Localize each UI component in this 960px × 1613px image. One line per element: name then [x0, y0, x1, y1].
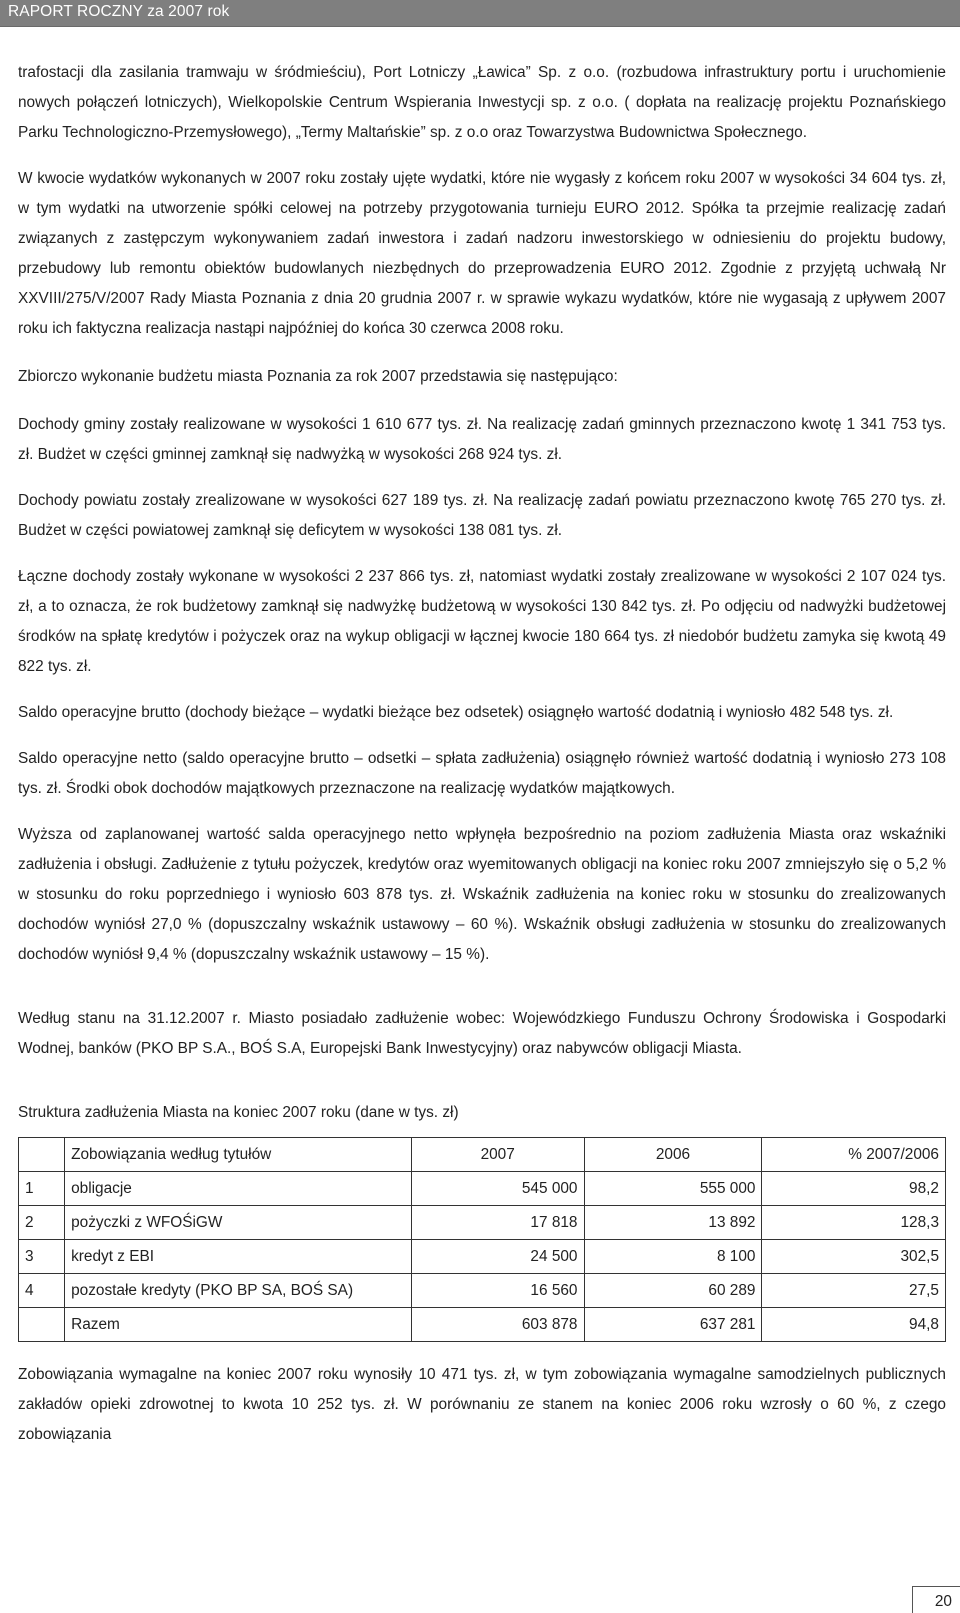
row-number — [19, 1308, 65, 1342]
header-cell-2007: 2007 — [411, 1138, 584, 1172]
debt-structure-table — [18, 1137, 946, 1342]
row-number: 2 — [19, 1206, 65, 1240]
row-title: Razem — [65, 1308, 412, 1342]
page-corner-rule-vertical — [912, 1586, 913, 1613]
row-percent: 302,5 — [762, 1240, 946, 1274]
table-header-row — [19, 1138, 946, 1172]
paragraph-overdue-liabilities: Zobowiązania wymagalne na koniec 2007 roku wynosiły 10 471 tys. zł, w tym zobowiązania wymagalne samodzielnych publicznych zakładów opieki zdrowotnej to kwota 10 252 tys. zł. W porównaniu ze stanem na koniec 2006 roku wzrosły o 60 %, z czego zobowiązania — [18, 1366, 946, 1443]
row-value-2007: 24 500 — [411, 1240, 584, 1274]
table-total-row — [19, 1308, 946, 1342]
row-value-2007: 16 560 — [411, 1274, 584, 1308]
row-title: kredyt z EBI — [65, 1240, 412, 1274]
paragraph-municipal-companies: trafostacji dla zasilania tramwaju w śródmieściu), Port Lotniczy „Ławica” Sp. z o.o. (rozbudowa infrastruktury portu i uruchomienie nowych połączeń lotniczych), Wielkopolskie Centrum Wspierania Inwestycji sp. z o.o. ( dopłata na realizację projektu Poznańskiego Parku Technologiczno-Przemysłowego), „Termy Maltańskie” sp. z o.o oraz Towarzystwa Budownictwa Społecznego. — [18, 64, 946, 141]
row-value-2006: 8 100 — [584, 1240, 762, 1274]
header-cell-title: Zobowiązania według tytułów — [65, 1138, 412, 1172]
report-title: RAPORT ROCZNY za 2007 rok — [8, 3, 230, 20]
paragraph-county-income: Dochody powiatu zostały zrealizowane w wysokości 627 189 tys. zł. Na realizację zadań powiatu przeznaczono kwotę 765 270 tys. zł. Budżet w części powiatowej zamknął się deficytem w wysokości 138 081 tys. zł. — [18, 492, 946, 539]
row-title: pozostałe kredyty (PKO BP SA, BOŚ SA) — [65, 1274, 412, 1308]
row-number: 1 — [19, 1172, 65, 1206]
row-percent: 94,8 — [762, 1308, 946, 1342]
paragraph-creditors: Według stanu na 31.12.2007 r. Miasto posiadało zadłużenie wobec: Wojewódzkiego Funduszu Ochrony Środowiska i Gospodarki Wodnej, banków (PKO BP S.A., BOŚ S.A, Europejski Bank Inwestycyjny) oraz nabywców obligacji Miasta. — [18, 1010, 946, 1057]
report-header-bar — [0, 0, 960, 27]
row-number: 3 — [19, 1240, 65, 1274]
paragraph-total-income: Łączne dochody zostały wykonane w wysokości 2 237 866 tys. zł, natomiast wydatki zostały zrealizowane w wysokości 2 107 024 tys. zł, a to oznacza, że rok budżetowy zamknął się nadwyżkę budżetową w wysokości 130 842 tys. zł. Po odjęciu od nadwyżki budżetowej środków na spłatę kredytów i pożyczek oraz na wykup obligacji w łącznej kwocie 180 664 tys. zł niedobór budżetu zamyka się kwotą 49 822 tys. zł. — [18, 568, 946, 675]
row-value-2007: 603 878 — [411, 1308, 584, 1342]
header-cell-2006: 2006 — [584, 1138, 762, 1172]
row-percent: 98,2 — [762, 1172, 946, 1206]
table-row — [19, 1206, 946, 1240]
row-percent: 27,5 — [762, 1274, 946, 1308]
row-value-2006: 637 281 — [584, 1308, 762, 1342]
paragraph-net-operating-balance: Saldo operacyjne netto (saldo operacyjne brutto – odsetki – spłata zadłużenia) osiągnęło również wartość dodatnią i wyniosło 273 108 tys. zł. Środki obok dochodów majątkowych przeznaczone na realizację wydatków majątkowych. — [18, 750, 946, 797]
page-corner-rule — [912, 1586, 960, 1587]
page-number: 20 — [934, 1593, 952, 1610]
row-value-2006: 13 892 — [584, 1206, 762, 1240]
row-value-2006: 60 289 — [584, 1274, 762, 1308]
header-cell-number — [19, 1138, 65, 1172]
debt-table-caption: Struktura zadłużenia Miasta na koniec 2007 roku (dane w tys. zł) — [18, 1104, 459, 1121]
table-row — [19, 1172, 946, 1206]
paragraph-commune-income: Dochody gminy zostały realizowane w wysokości 1 610 677 tys. zł. Na realizację zadań gminnych przeznaczono kwotę 1 341 753 tys. zł. Budżet w części gminnej zamknął się nadwyżką w wysokości 268 924 tys. zł. — [18, 416, 946, 463]
table-row — [19, 1240, 946, 1274]
header-cell-percent: % 2007/2006 — [762, 1138, 946, 1172]
row-percent: 128,3 — [762, 1206, 946, 1240]
row-number: 4 — [19, 1274, 65, 1308]
table-row — [19, 1274, 946, 1308]
row-value-2007: 545 000 — [411, 1172, 584, 1206]
row-value-2006: 555 000 — [584, 1172, 762, 1206]
paragraph-budget-summary-intro: Zbiorczo wykonanie budżetu miasta Poznania za rok 2007 przedstawia się następująco: — [18, 368, 618, 385]
paragraph-unexpired-expenses: W kwocie wydatków wykonanych w 2007 roku zostały ujęte wydatki, które nie wygasły z końcem roku 2007 w wysokości 34 604 tys. zł, w tym wydatki na utworzenie spółki celowej na potrzeby przygotowania turnieju EURO 2012. Spółka ta przejmie realizację zadań związanych z zastępczym wykonywaniem zadań inwestora i zadań nadzoru inwestorskiego w odniesieniu do projektu budowy, przebudowy lub remontu obiektów budowlanych niezbędnych do przeprowadzenia EURO 2012. Zgodnie z przyjętą uchwałą Nr XXVIII/275/V/2007 Rady Miasta Poznania z dnia 20 grudnia 2007 r. w sprawie wykazu wydatków, które nie wygasają z upływem 2007 roku ich faktyczna realizacja nastąpi najpóźniej do końca 30 czerwca 2008 roku. — [18, 170, 946, 337]
row-title: obligacje — [65, 1172, 412, 1206]
row-title: pożyczki z WFOŚiGW — [65, 1206, 412, 1240]
row-value-2007: 17 818 — [411, 1206, 584, 1240]
paragraph-debt-indicators: Wyższa od zaplanowanej wartość salda operacyjnego netto wpłynęła bezpośrednio na poziom zadłużenia Miasta oraz wskaźniki zadłużenia i obsługi. Zadłużenie z tytułu pożyczek, kredytów oraz wyemitowanych obligacji na koniec roku 2007 zmniejszyło się o 5,2 % w stosunku do roku poprzedniego i wyniosło 603 878 tys. zł. Wskaźnik zadłużenia na koniec roku w stosunku do zrealizowanych dochodów wyniósł 27,0 % (dopuszczalny wskaźnik ustawowy – 60 %). Wskaźnik obsługi zadłużenia w stosunku do zrealizowanych dochodów wyniósł 9,4 % (dopuszczalny wskaźnik ustawowy – 15 %). — [18, 826, 946, 963]
page-content — [18, 58, 946, 1450]
paragraph-gross-operating-balance: Saldo operacyjne brutto (dochody bieżące – wydatki bieżące bez odsetek) osiągnęło wartość dodatnią i wyniosło 482 548 tys. zł. — [18, 704, 894, 721]
